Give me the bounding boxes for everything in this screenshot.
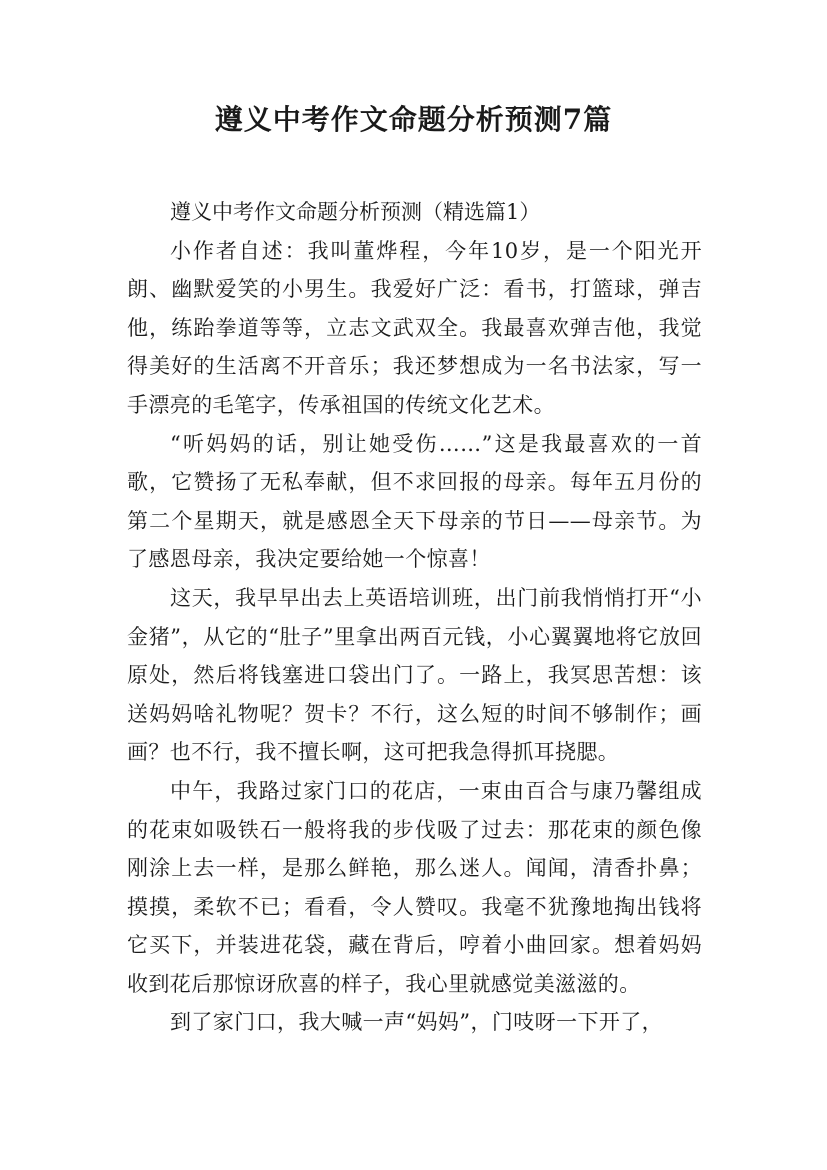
paragraph-song: “听妈妈的话，别让她受伤……”这是我最喜欢的一首歌，它赞扬了无私奉献，但不求回报的母亲。每年五月份的第二个星期天，就是感恩全天下母亲的节日——母亲节。为了感恩母亲，我决定要给她一个惊喜！ (127, 431, 702, 572)
paragraph-morning: 这天，我早早出去上英语培训班，出门前我悄悄打开“小金猪”，从它的“肚子”里拿出两百元钱，小心翼翼地将它放回原处，然后将钱塞进口袋出门了。一路上，我冥思苦想：该送妈妈啥礼物呢？贺卡？不行，这么短的时间不够制作；画画？也不行，我不擅长啊，这可把我急得抓耳挠腮。 (127, 585, 702, 765)
paragraph-flower-shop: 中午，我路过家门口的花店，一束由百合与康乃馨组成的花束如吸铁石一般将我的步伐吸了过去：那花束的颜色像刚涂上去一样，是那么鲜艳，那么迷人。闻闻，清香扑鼻；摸摸，柔软不已；看看，令人赞叹。我毫不犹豫地掏出钱将它买下，并装进花袋，藏在背后，哼着小曲回家。想着妈妈收到花后那惊讶欣喜的样子，我心里就感觉美滋滋的。 (127, 778, 702, 996)
paragraph-author-intro: 小作者自述：我叫董烨程，今年10岁，是一个阳光开朗、幽默爱笑的小男生。我爱好广泛：看书，打篮球，弹吉他，练跆拳道等等，立志文武双全。我最喜欢弹吉他，我觉得美好的生活离不开音乐；我还梦想成为一名书法家，写一手漂亮的毛笔字，传承祖国的传统文化艺术。 (127, 238, 702, 417)
document-title: 遵义中考作文命题分析预测7篇 (214, 103, 613, 136)
section-heading: 遵义中考作文命题分析预测（精选篇1） (170, 200, 541, 224)
document-body (127, 193, 702, 1042)
paragraph-home: 到了家门口，我大喊一声“妈妈”，门吱呀一下开了， (170, 1010, 664, 1035)
